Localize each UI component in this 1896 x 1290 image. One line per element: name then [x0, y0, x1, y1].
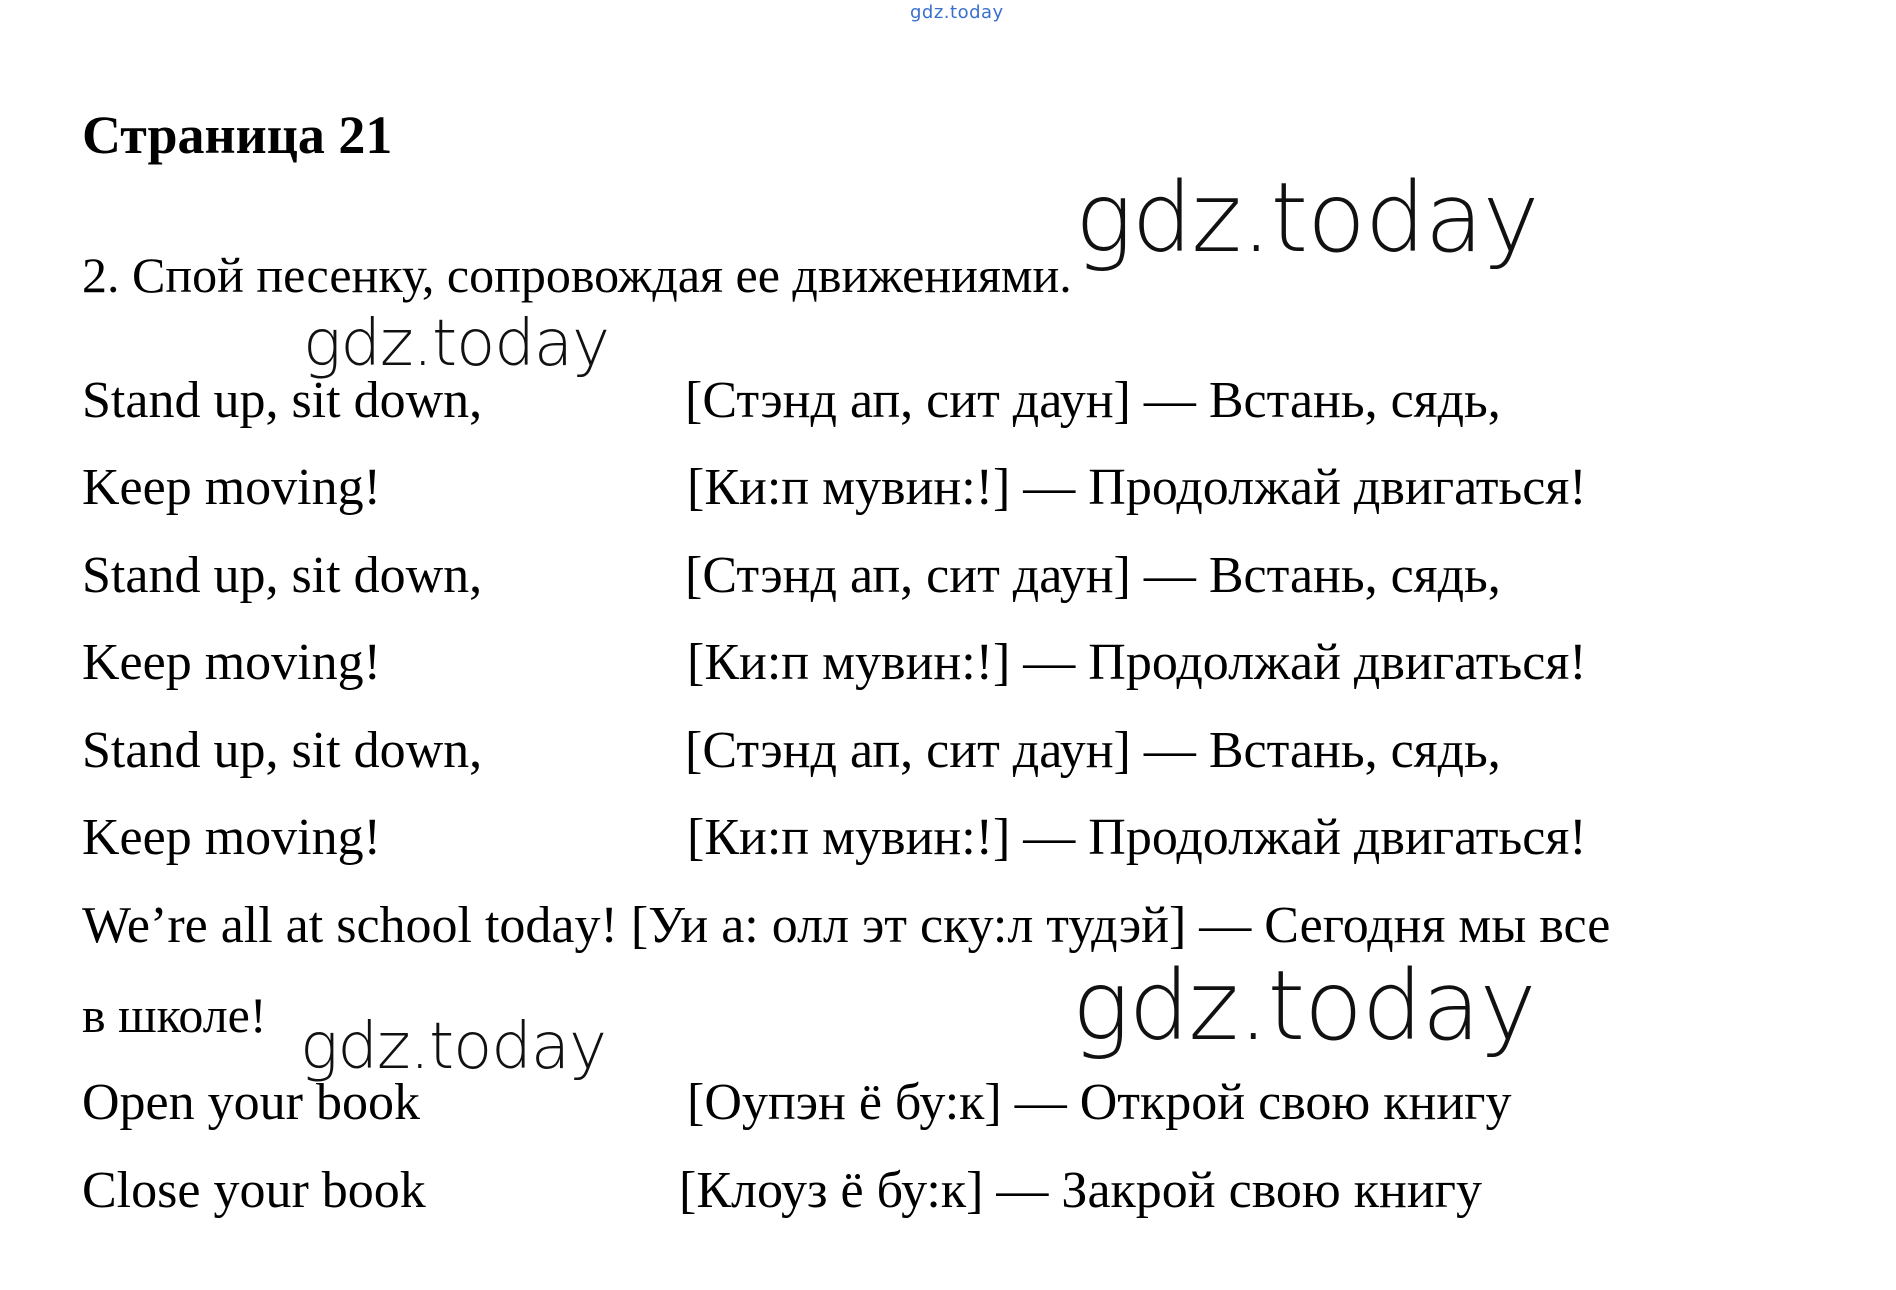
- top-watermark: gdz.today: [910, 2, 1004, 23]
- song-line-english: Stand up, sit down,: [82, 372, 483, 429]
- school-line-continued: в школе!: [82, 987, 267, 1043]
- school-line: We’re all at school today! [Уи а: олл эт ску:л тудэй] — Сегодня мы все: [82, 897, 1611, 954]
- book-line-translation: [Оупэн ё бу:к] — Открой свою книгу: [687, 1074, 1512, 1131]
- song-line-translation: [Ки:п мувин:!] — Продолжай двигаться!: [687, 459, 1587, 516]
- song-line-english: Stand up, sit down,: [82, 547, 483, 604]
- song-line-english: Keep moving!: [82, 634, 381, 691]
- book-line-translation: [Клоуз ё бу:к] — Закрой свою книгу: [679, 1162, 1483, 1219]
- song-line-translation: [Ки:п мувин:!] — Продолжай двигаться!: [687, 634, 1587, 691]
- book-line-english: Open your book: [82, 1074, 420, 1131]
- song-line-translation: [Стэнд ап, сит даун] — Встань, сядь,: [685, 372, 1501, 429]
- watermark: gdz.today: [300, 1010, 606, 1084]
- watermark: gdz.today: [303, 307, 609, 381]
- watermark: gdz.today: [1075, 162, 1539, 274]
- song-line-translation: [Стэнд ап, сит даун] — Встань, сядь,: [685, 547, 1501, 604]
- song-line-english: Stand up, sit down,: [82, 722, 483, 779]
- page-title: Страница 21: [82, 105, 393, 165]
- song-line-english: Keep moving!: [82, 809, 381, 866]
- watermark: gdz.today: [1072, 950, 1536, 1062]
- song-line-english: Keep moving!: [82, 459, 381, 516]
- book-line-english: Close your book: [82, 1162, 426, 1219]
- task-heading: 2. Спой песенку, сопровождая ее движениями.: [82, 247, 1072, 303]
- song-line-translation: [Стэнд ап, сит даун] — Встань, сядь,: [685, 722, 1501, 779]
- song-line-translation: [Ки:п мувин:!] — Продолжай двигаться!: [687, 809, 1587, 866]
